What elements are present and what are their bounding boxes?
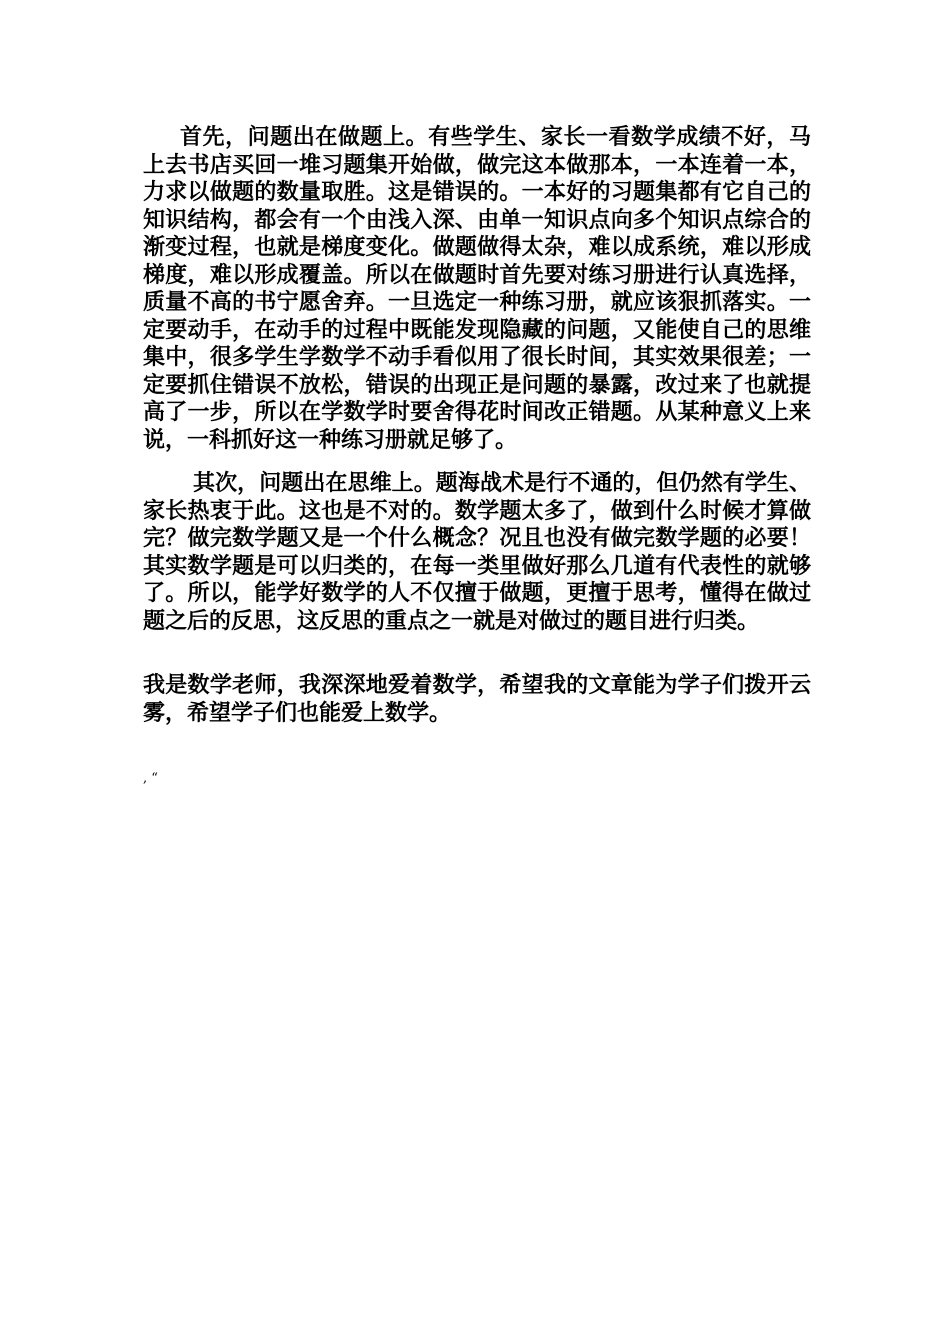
stray-punctuation: , “ [143, 771, 158, 786]
paragraph-problem-solving: 首先，问题出在做题上。有些学生、家长一看数学成绩不好，马上去书店买回一堆习题集开始做，做完这本做那本，一本连着一本，力求以做题的数量取胜。这是错误的。一本好的习题集都有它自己的知识结构，都会有一个由浅入深、由单一知识点向多个知识点综合的渐变过程，也就是梯度变化。做题做得太杂，难以成系统，难以形成梯度，难以形成覆盖。所以在做题时首先要对练习册进行认真选择，质量不高的书宁愿舍弃。一旦选定一种练习册，就应该狠抓落实。一定要动手，在动手的过程中既能发现隐藏的问题，又能使自己的思维集中，很多学生学数学不动手看似用了很长时间，其实效果很差；一定要抓住错误不放松，错误的出现正是问题的暴露，改过来了也就提高了一步，所以在学数学时要舍得花时间改正错题。从某种意义上来说，一科抓好这一种练习册就足够了。 [143, 124, 811, 453]
paragraph-thinking: 其次，问题出在思维上。题海战术是行不通的，但仍然有学生、家长热衷于此。这也是不对的。数学题太多了，做到什么时候才算做完？做完数学题又是一个什么概念？况且也没有做完数学题的必要！其实数学题是可以归类的，在每一类里做好那么几道有代表性的就够了。所以，能学好数学的人不仅擅于做题，更擅于思考，懂得在做过题之后的反思，这反思的重点之一就是对做过的题目进行归类。 [143, 470, 811, 634]
paragraph-closing: 我是数学老师，我深深地爱着数学，希望我的文章能为学子们拨开云雾，希望学子们也能爱上数学。 [143, 672, 811, 726]
